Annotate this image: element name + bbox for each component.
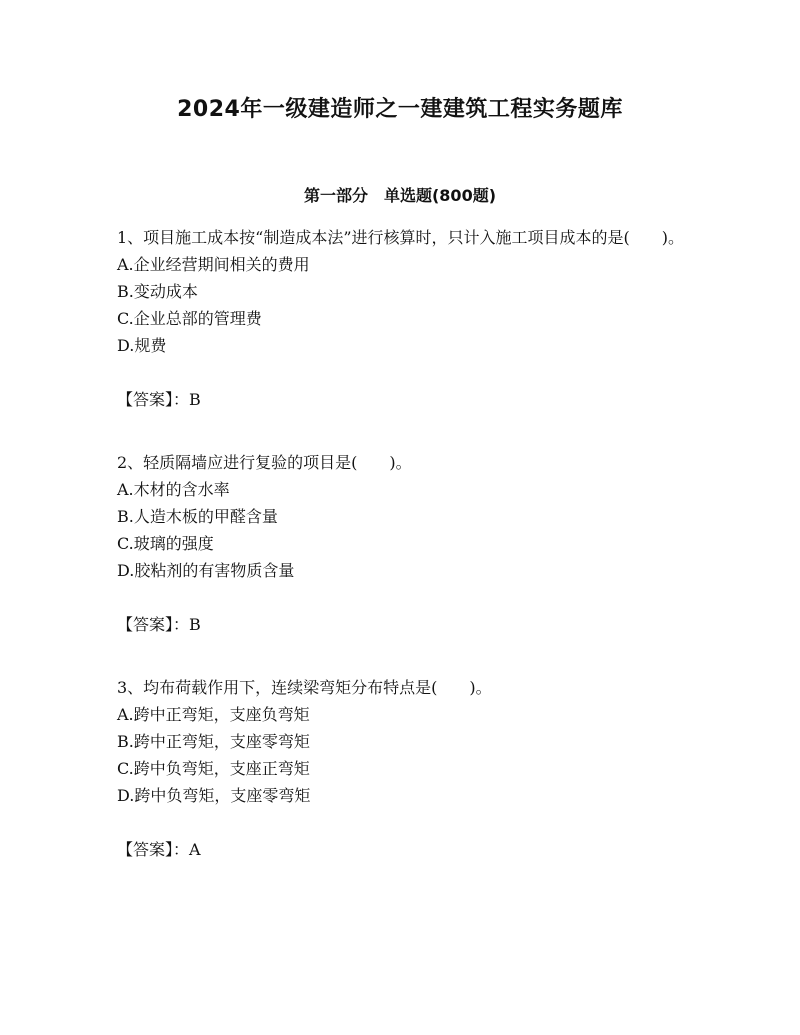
section-heading: 第一部分 单选题(800题) (303, 186, 497, 205)
option-d: D.跨中负弯矩，支座零弯矩 (117, 786, 311, 805)
option-d: D.胶粘剂的有害物质含量 (117, 561, 295, 580)
question-2 (117, 449, 687, 638)
question-3 (117, 674, 687, 863)
answer: 【答案】：A (117, 840, 201, 859)
option-c: C.跨中负弯矩，支座正弯矩 (117, 759, 310, 778)
option-d: D.规费 (117, 336, 167, 355)
question-stem: 3、均布荷载作用下，连续梁弯矩分布特点是( )。 (117, 678, 492, 697)
option-b: B.变动成本 (117, 282, 198, 301)
spacer (117, 638, 687, 674)
spacer (117, 413, 687, 449)
question-stem: 2、轻质隔墙应进行复验的项目是( )。 (117, 453, 412, 472)
option-a: A.企业经营期间相关的费用 (117, 255, 310, 274)
answer: 【答案】：B (117, 390, 201, 409)
option-b: B.跨中正弯矩，支座零弯矩 (117, 732, 310, 751)
question-list (117, 224, 687, 863)
option-a: A.跨中正弯矩，支座负弯矩 (117, 705, 310, 724)
question-stem: 1、项目施工成本按“制造成本法”进行核算时，只计入施工项目成本的是( )。 (117, 228, 685, 247)
option-c: C.企业总部的管理费 (117, 309, 262, 328)
answer: 【答案】：B (117, 615, 201, 634)
option-b: B.人造木板的甲醛含量 (117, 507, 278, 526)
question-1 (117, 224, 687, 413)
option-a: A.木材的含水率 (117, 480, 230, 499)
document-title: 2024年一级建造师之一建建筑工程实务题库 (177, 97, 623, 122)
option-c: C.玻璃的强度 (117, 534, 214, 553)
